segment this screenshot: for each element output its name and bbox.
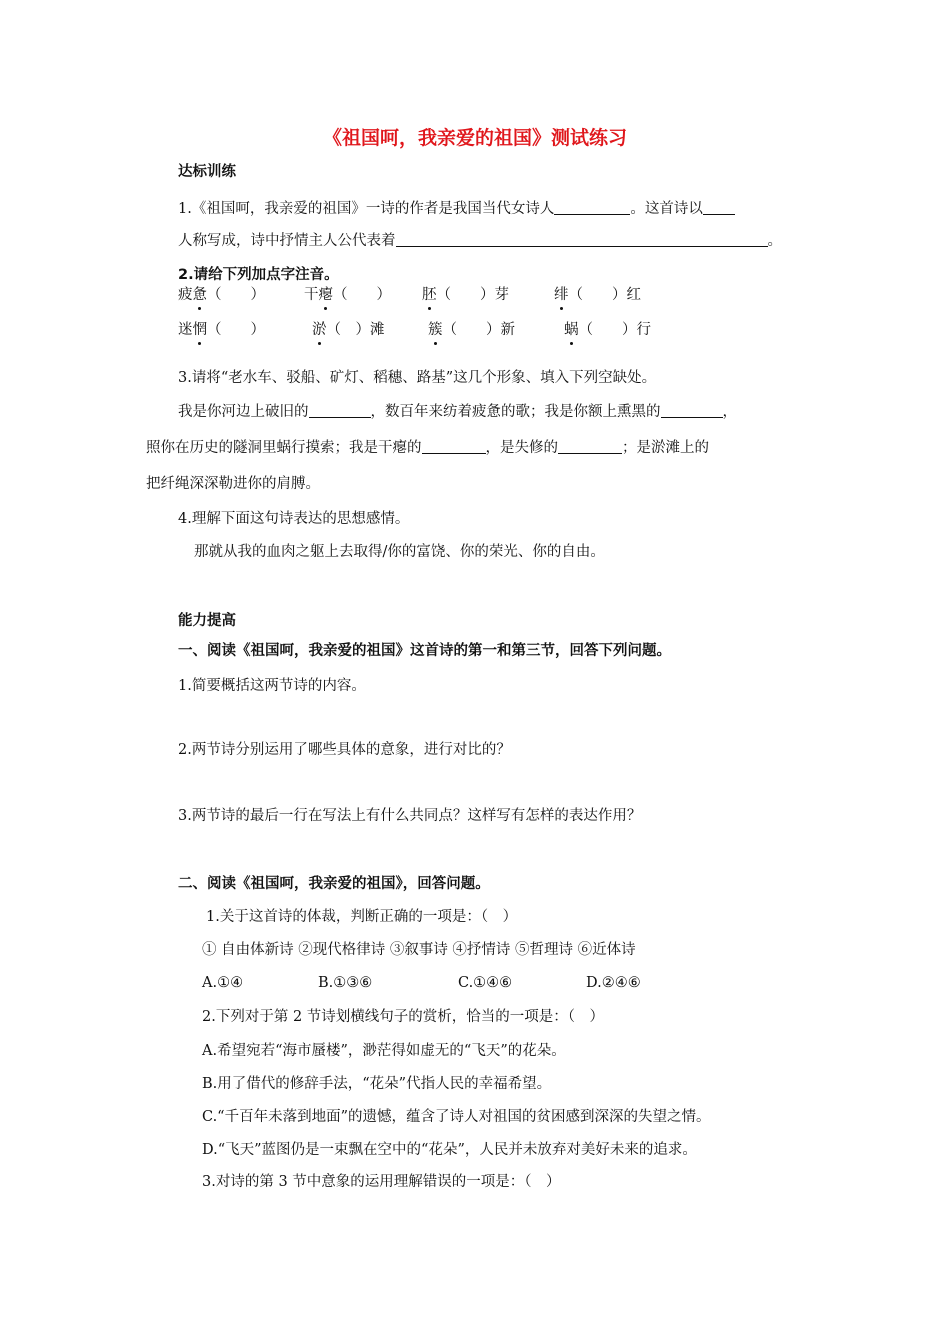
answer-blank-represents[interactable] [396,232,768,247]
part-2-question-1: 1.关于这首诗的体裁，判断正确的一项是：（ ） [206,909,518,925]
part-2-question-2-option-d[interactable]: D.“飞天”蓝图仍是一束飘在空中的“花朵”，人民并未放弃对美好未来的追求。 [202,1142,697,1158]
part-2-question-2-option-a[interactable]: A.希望宛若“海市蜃楼”，渺茫得如虚无的“飞天”的花朵。 [202,1043,566,1059]
question-2-heading: 2.请给下列加点字注音。 [178,267,339,283]
part-1-question-2: 2.两节诗分别运用了哪些具体的意象，进行对比的？ [178,742,511,758]
pinyin-item: 迷惘（ ） [178,322,265,338]
answer-blank-1[interactable] [309,403,371,418]
page-title: 《祖国呵，我亲爱的祖国》测试练习 [322,127,627,149]
choice-a[interactable]: A.①④ [202,975,244,991]
answer-blank-person[interactable] [703,200,735,215]
part-2-question-2-option-b[interactable]: B.用了借代的修辞手法，“花朵”代指人民的幸福希望。 [202,1076,552,1092]
pinyin-item: 干瘪（ ） [304,287,391,303]
answer-blank-3[interactable] [422,439,486,454]
question-4-heading: 4.理解下面这句诗表达的思想感情。 [178,511,410,527]
question-1-line-2: 人称写成，诗中抒情主人公代表着 。 [178,233,782,249]
pinyin-item: 淤（ ）滩 [312,322,385,338]
choice-d[interactable]: D.②④⑥ [586,975,641,991]
pinyin-item: 蜗（ ）行 [564,322,651,338]
question-1-line-1: 1.《祖国呵，我亲爱的祖国》一诗的作者是我国当代女诗人 。这首诗以 [178,199,735,219]
pinyin-item: 疲惫（ ） [178,287,265,303]
answer-blank-4[interactable] [558,439,622,454]
question-3-heading: 3.请将“老水车、驳船、矿灯、稻穗、路基”这几个形象、填入下列空缺处。 [178,370,657,386]
pinyin-item: 簇（ ）新 [428,322,515,338]
choice-b[interactable]: B.①③⑥ [318,975,373,991]
section-heading-advanced: 能力提高 [178,613,236,629]
part-1-question-3: 3.两节诗的最后一行在写法上有什么共同点？这样写有怎样的表达作用？ [178,808,642,824]
part-2-question-2-option-c[interactable]: C.“千百年未落到地面”的遗憾，蕴含了诗人对祖国的贫困感到深深的失望之情。 [202,1109,711,1125]
question-3-line-3: 把纤绳深深勒进你的肩膊。 [146,476,320,492]
answer-blank-author[interactable] [554,200,630,215]
part-2-heading: 二、阅读《祖国呵，我亲爱的祖国》，回答问题。 [178,876,490,892]
pinyin-item: 绯（ ）红 [554,287,641,303]
question-4-quote: 那就从我的血肉之躯上去取得/你的富饶、你的荣光、你的自由。 [194,544,605,560]
question-3-line-2: 照你在历史的隧洞里蜗行摸索；我是干瘪的 ，是失修的 ；是淤滩上的 [146,440,709,456]
part-2-question-3: 3.对诗的第 3 节中意象的运用理解错误的一项是：（ ） [202,1174,561,1190]
pinyin-item: 胚（ ）芽 [422,287,509,303]
question-3-line-1: 我是你河边上破旧的 ，数百年来纺着疲惫的歌；我是你额上熏黑的 ， [178,404,737,420]
answer-blank-2[interactable] [661,403,723,418]
section-heading-basic: 达标训练 [178,164,236,180]
choice-c[interactable]: C.①④⑥ [458,975,513,991]
part-2-question-1-options: ① 自由体新诗 ②现代格律诗 ③叙事诗 ④抒情诗 ⑤哲理诗 ⑥近体诗 [202,942,636,958]
part-1-heading: 一、阅读《祖国呵，我亲爱的祖国》这首诗的第一和第三节，回答下列问题。 [178,643,671,659]
part-1-question-1: 1.简要概括这两节诗的内容。 [178,678,366,694]
part-2-question-2: 2.下列对于第 2 节诗划横线句子的赏析，恰当的一项是：（ ） [202,1009,605,1025]
